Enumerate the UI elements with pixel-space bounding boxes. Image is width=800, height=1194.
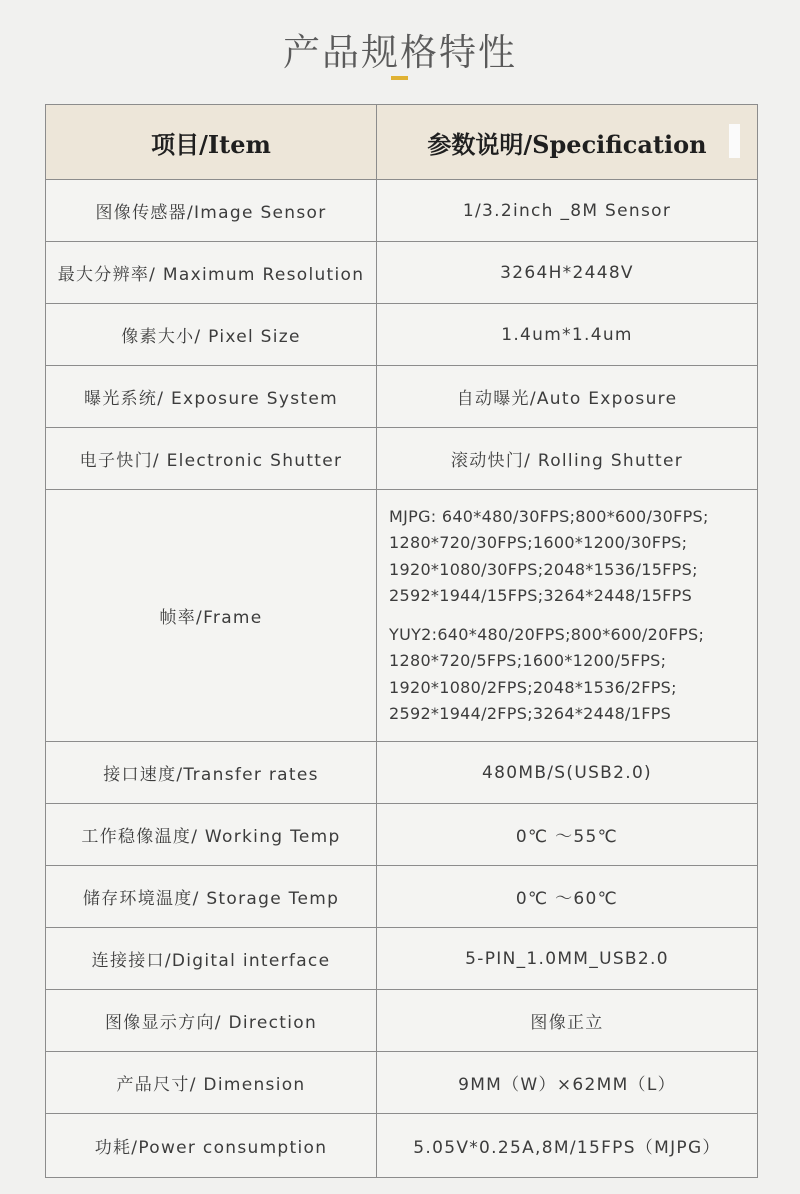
row-item: 帧率/Frame xyxy=(46,490,377,742)
table-row xyxy=(46,304,758,366)
row-item: 连接接口/Digital interface xyxy=(46,928,377,990)
row-spec: 9MM（W）×62MM（L） xyxy=(377,1052,758,1114)
table-row xyxy=(46,242,758,304)
page-title: 产品规格特性 xyxy=(283,31,517,74)
frame-rates-block xyxy=(377,504,757,728)
frame-group-yuy2 xyxy=(389,622,757,728)
row-item: 储存环境温度/ Storage Temp xyxy=(46,866,377,928)
frame-line: 1280*720/30FPS;1600*1200/30FPS; xyxy=(389,533,688,552)
row-item: 曝光系统/ Exposure System xyxy=(46,366,377,428)
row-item: 工作稳像温度/ Working Temp xyxy=(46,804,377,866)
frame-line: 1280*720/5FPS;1600*1200/5FPS; xyxy=(389,651,667,670)
spec-table xyxy=(45,104,758,1178)
row-item: 功耗/Power consumption xyxy=(46,1114,377,1178)
frame-line: YUY2:640*480/20FPS;800*600/20FPS; xyxy=(389,624,705,644)
header-item: 项目/Item xyxy=(46,105,377,180)
row-item: 图像传感器/Image Sensor xyxy=(46,180,377,242)
frame-line: MJPG: 640*480/30FPS;800*600/30FPS; xyxy=(389,506,709,526)
table-row xyxy=(46,804,758,866)
table-row xyxy=(46,928,758,990)
frame-group-mjpg xyxy=(389,504,757,610)
row-item: 像素大小/ Pixel Size xyxy=(46,304,377,366)
row-item: 最大分辨率/ Maximum Resolution xyxy=(46,242,377,304)
row-spec-frame xyxy=(377,490,758,742)
table-header-row xyxy=(46,105,758,180)
table-row xyxy=(46,742,758,804)
row-spec: 5-PIN_1.0MM_USB2.0 xyxy=(377,928,758,990)
frame-line: 1920*1080/30FPS;2048*1536/15FPS; xyxy=(389,559,698,579)
row-spec: 1/3.2inch _8M Sensor xyxy=(377,180,758,242)
row-spec: 0℃ ～60℃ xyxy=(377,866,758,928)
table-row xyxy=(46,180,758,242)
table-row xyxy=(46,366,758,428)
table-row xyxy=(46,866,758,928)
row-spec: 图像正立 xyxy=(377,990,758,1052)
row-spec: 自动曝光/Auto Exposure xyxy=(377,366,758,428)
table-row xyxy=(46,1052,758,1114)
table-row xyxy=(46,428,758,490)
table-row xyxy=(46,1114,758,1178)
row-spec: 滚动快门/ Rolling Shutter xyxy=(377,428,758,490)
title-accent-bar xyxy=(391,76,408,80)
row-spec: 3264H*2448V xyxy=(377,242,758,304)
row-spec: 1.4um*1.4um xyxy=(377,304,758,366)
frame-line: 2592*1944/15FPS;3264*2448/15FPS xyxy=(389,586,693,605)
row-item: 电子快门/ Electronic Shutter xyxy=(46,428,377,490)
table-row xyxy=(46,990,758,1052)
row-spec: 480MB/S(USB2.0) xyxy=(377,742,758,804)
row-item: 图像显示方向/ Direction xyxy=(46,990,377,1052)
row-spec: 0℃ ～55℃ xyxy=(377,804,758,866)
row-item: 产品尺寸/ Dimension xyxy=(46,1052,377,1114)
frame-line: 2592*1944/2FPS;3264*2448/1FPS xyxy=(389,704,672,723)
header-specification: 参数说明/Specification xyxy=(377,105,758,180)
table-row-frame xyxy=(46,490,758,742)
frame-line: 1920*1080/2FPS;2048*1536/2FPS; xyxy=(389,677,677,697)
row-spec: 5.05V*0.25A,8M/15FPS（MJPG） xyxy=(377,1114,758,1178)
header-decorative-mark xyxy=(729,124,740,158)
row-item: 接口速度/Transfer rates xyxy=(46,742,377,804)
